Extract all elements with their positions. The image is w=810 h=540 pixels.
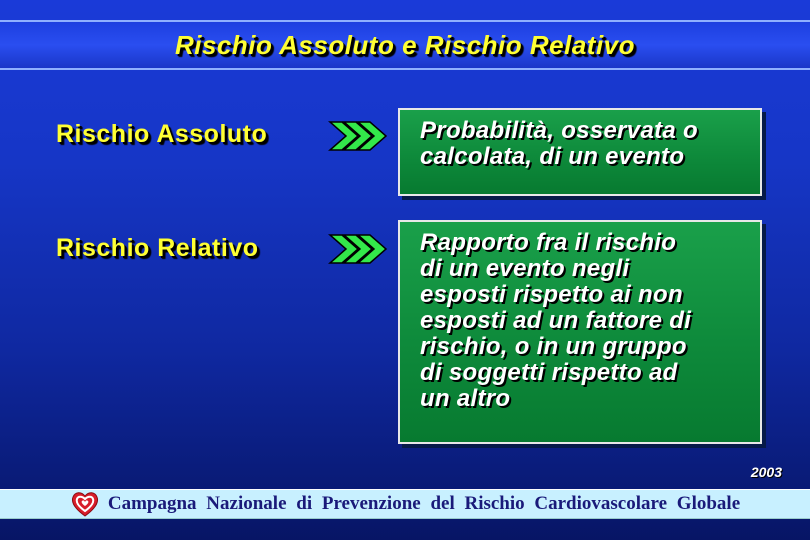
definition-box-relativo [398, 220, 762, 444]
slide-title: Rischio Assoluto e Rischio Relativo [174, 29, 636, 60]
term-rischio-assoluto: Rischio Assoluto [56, 120, 268, 148]
triple-chevron-arrow-icon [328, 119, 390, 153]
heart-logo-icon [70, 490, 100, 518]
definition-assoluto: Probabilità, osservata o calcolata, di un evento [420, 117, 698, 170]
definition-relativo: Rapporto fra il rischio di un evento negli esposti rispetto ai non esposti ad un fattore di rischio, o in un gruppo di soggetti rispetto ad un altro [420, 229, 692, 412]
year-label: 2003 [750, 464, 782, 480]
footer-campaign-text: Campagna Nazionale di Prevenzione del Rischio Cardiovascolare Globale [107, 493, 741, 514]
definition-box-assoluto [398, 108, 762, 196]
title-bar [0, 20, 810, 70]
triple-chevron-arrow-icon [328, 232, 390, 266]
footer-band [0, 489, 810, 519]
term-rischio-relativo: Rischio Relativo [56, 234, 259, 262]
